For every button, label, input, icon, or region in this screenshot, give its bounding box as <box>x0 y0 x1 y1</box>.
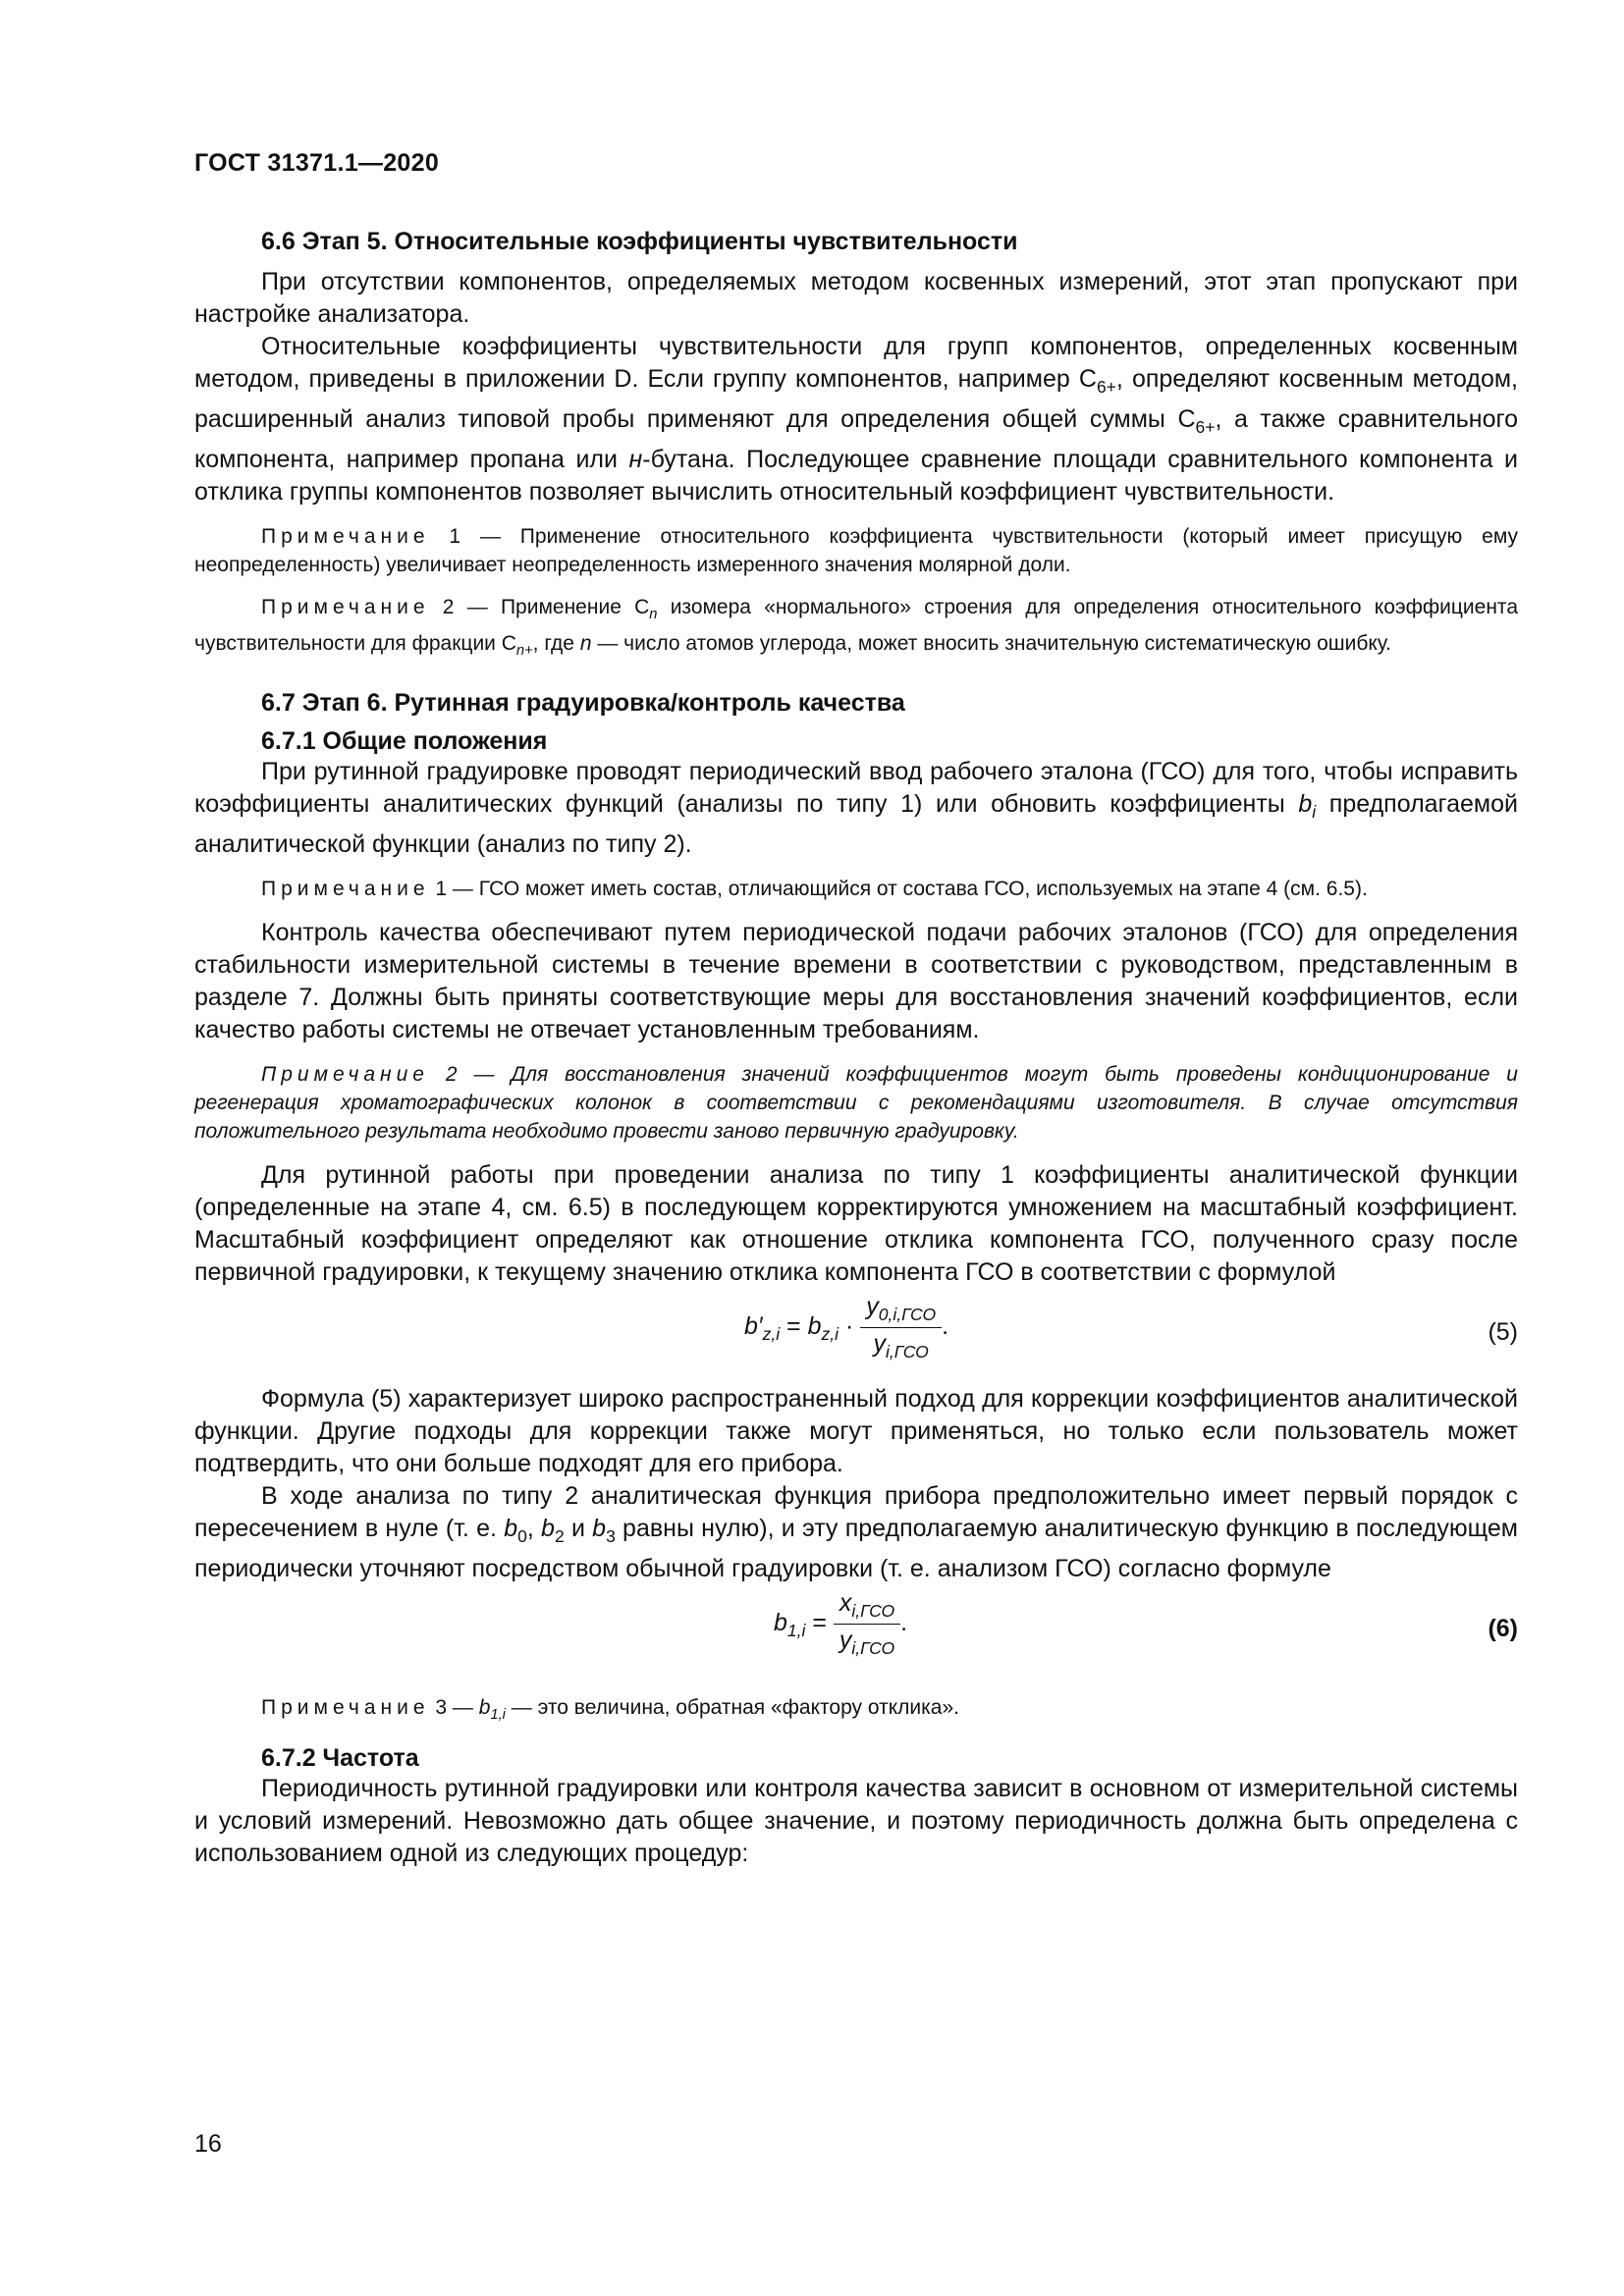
formula-term: y <box>839 1627 852 1655</box>
fraction-denominator <box>860 1328 942 1362</box>
fraction <box>834 1589 900 1659</box>
section-6-7-2-paragraph-1: Периодичность рутинной градуировки или контроля качества зависит в основном от измерительной системы и условий измерений. Невозможно дать общее значение, и поэтому периодичность должна быть определена с использованием одной из следующих процедур: <box>194 1774 1518 1867</box>
formula-term: y <box>866 1293 879 1321</box>
subscript: 6+ <box>1096 377 1116 397</box>
formula-5 <box>194 1289 1518 1383</box>
period: . <box>900 1609 908 1637</box>
section-6-6-paragraph-2 <box>194 331 1518 508</box>
note-text: 1 — ГСО может иметь состав, отличающийся от состава ГСО, используемых на этапе 4 (см. 6.5). <box>429 878 1368 901</box>
note-6-7-3 <box>194 1693 1518 1730</box>
note-6-6-1 <box>194 522 1518 579</box>
formula-term: x <box>839 1589 852 1618</box>
subscript: i,ГСО <box>851 1638 895 1659</box>
subscript: i,ГСО <box>886 1342 929 1362</box>
subscript: i,ГСО <box>851 1601 895 1622</box>
text-run: В ходе анализа по типу 2 аналитическая функция прибора предположительно имеет первый порядок с пересечением в нуле (т. е. <box>194 1482 1518 1543</box>
note-label: Примечание <box>261 525 430 548</box>
text-run: , определяют косвенным методом, расширенный анализ типовой пробы применяют для определения общей суммы С <box>194 365 1518 433</box>
subscript: 3 <box>606 1526 616 1547</box>
text-run: При рутинной градуировке проводят периодический ввод рабочего эталона (ГСО) для того, чтобы исправить коэффициенты аналитических функций (анализы по типу 1) или обновить коэффициенты <box>194 758 1518 819</box>
section-6-6-title: 6.6 Этап 5. Относительные коэффициенты чувствительности <box>261 228 1018 255</box>
text-run: -бутана. Последующее сравнение площади сравнительного компонента и отклика группы компонентов позволяет вычислить относительный коэффициент чувствительности. <box>194 446 1518 506</box>
formula-6-expression <box>774 1589 907 1659</box>
subscript: i <box>1312 802 1317 823</box>
subscript: 1,i <box>786 1621 806 1641</box>
multiply-sign: · <box>839 1312 854 1341</box>
note-text: 3 — <box>429 1696 479 1720</box>
section-6-7-1-paragraph-1 <box>194 756 1518 861</box>
note-label: Примечание <box>261 878 430 901</box>
section-6-7-1-title: 6.7.1 Общие положения <box>261 727 548 756</box>
subscript: n <box>649 607 658 623</box>
section-6-7-1-paragraph-2: Контроль качества обеспечивают путем периодической подачи рабочих эталонов (ГСО) для определения стабильности измерительной системы в течение времени в соответствии с руководством, представленным в разделе 7. Должны быть приняты соответствующие меры для восстановления значений коэффициентов, если качество работы системы не отвечает установленным требованиям. <box>194 919 1518 1044</box>
page-content <box>194 228 1518 1870</box>
note-text: 2 — Применение С <box>429 596 650 618</box>
subscript: 6+ <box>1195 417 1216 437</box>
formula-term: y <box>873 1330 887 1359</box>
italic-text: b <box>541 1515 555 1543</box>
formula-5-number: (5) <box>1488 1318 1518 1347</box>
note-text: , где <box>532 632 580 656</box>
document-page <box>194 0 1518 2296</box>
italic-text: b <box>478 1696 491 1720</box>
note-6-7-2 <box>194 1060 1518 1146</box>
subscript: z,i <box>821 1324 839 1345</box>
formula-term: b′ <box>744 1312 763 1341</box>
formula-term: b <box>774 1609 787 1637</box>
italic-text: н <box>628 446 643 473</box>
note-text: — число атомов углерода, может вносить значительную систематическую ошибку. <box>591 632 1392 656</box>
note-6-6-2 <box>194 593 1518 666</box>
text-run: и <box>564 1515 593 1543</box>
note-text: — это величина, обратная «фактору отклика». <box>505 1696 959 1720</box>
fraction-numerator <box>860 1293 942 1328</box>
section-6-7-1-paragraph-3: Для рутинной работы при проведении анализа по типу 1 коэффициенты аналитической функции (определенные на этапе 4, см. 6.5) в последующем корректируются умножением на масштабный коэффициент. Масштабный коэффициент определяют как отношение отклика компонента ГСО, полученного сразу после первичной градуировки, к текущему значению отклика компонента ГСО в соответствии с формулой <box>194 1161 1518 1287</box>
formula-5-expression <box>744 1293 948 1362</box>
italic-text: b <box>504 1515 518 1543</box>
subscript: 0,i,ГСО <box>878 1305 937 1325</box>
subscript: 1,i <box>490 1707 506 1724</box>
note-label: Примечание <box>261 1696 430 1720</box>
italic-text: b <box>592 1515 607 1543</box>
note-text: 1 — Применение относительного коэффициента чувствительности (который имеет присущую ему неопределенность) увеличивает неопределенность измеренного значения молярной доли. <box>194 525 1518 576</box>
text-run: , а также сравнительного компонента, например пропана или <box>194 405 1518 473</box>
formula-6 <box>194 1585 1518 1680</box>
section-6-7-1-paragraph-5 <box>194 1480 1518 1585</box>
note-6-7-1 <box>194 875 1518 903</box>
fraction-numerator <box>834 1589 900 1625</box>
fraction <box>860 1293 942 1362</box>
subscript: 0 <box>517 1526 527 1547</box>
note-label: Примечание <box>261 1063 429 1087</box>
page-number: 16 <box>194 2130 222 2158</box>
note-label: Примечание <box>261 596 430 618</box>
equals-sign: = <box>780 1312 808 1341</box>
text-run: Относительные коэффициенты чувствительности для групп компонентов, определенных косвенным методом, приведены в приложении D. Если группу компонентов, например С <box>194 333 1518 393</box>
subscript: 2 <box>554 1526 565 1547</box>
note-text: 2 — Для восстановления значений коэффициентов могут быть проведены кондиционирование и регенерация хроматографических колонок в соответствии с рекомендациями изготовителя. В случае отсутствия положительного результата необходимо провести заново первичную градуировку. <box>194 1063 1518 1144</box>
text-run: равны нулю), и эту предполагаемую аналитическую функцию в последующем периодически уточняют посредством обычной градуировки (т. е. анализом ГСО) согласно формуле <box>194 1515 1518 1583</box>
italic-text: b <box>1298 790 1313 819</box>
note-text: изомера «нормального» строения для определения относительного коэффициента чувствительности для фракции С <box>194 596 1518 656</box>
text-run: предполагаемой аналитической функции (анализ по типу 2). <box>194 790 1518 859</box>
subscript: n+ <box>515 643 533 660</box>
document-header: ГОСТ 31371.1—2020 <box>194 149 440 177</box>
subscript: z,i <box>762 1324 781 1345</box>
text-run: , <box>526 1515 542 1543</box>
section-6-6-paragraph-1: При отсутствии компонентов, определяемых методом косвенных измерений, этот этап пропускают при настройке анализатора. <box>194 268 1518 328</box>
formula-6-number: (6) <box>1488 1615 1518 1643</box>
section-6-7-title: 6.7 Этап 6. Рутинная градуировка/контроль качества <box>261 689 905 718</box>
formula-term: b <box>807 1312 822 1341</box>
italic-text: n <box>579 632 592 656</box>
fraction-denominator <box>834 1625 900 1659</box>
section-6-7-1-paragraph-4: Формула (5) характеризует широко распространенный подход для коррекции коэффициентов аналитической функции. Другие подходы для коррекции также могут применяться, но только если пользователь может подтвердить, что они больше подходят для его прибора. <box>194 1385 1518 1478</box>
equals-sign: = <box>805 1609 834 1637</box>
section-6-7-2-title: 6.7.2 Частота <box>261 1743 419 1772</box>
period: . <box>942 1312 949 1341</box>
